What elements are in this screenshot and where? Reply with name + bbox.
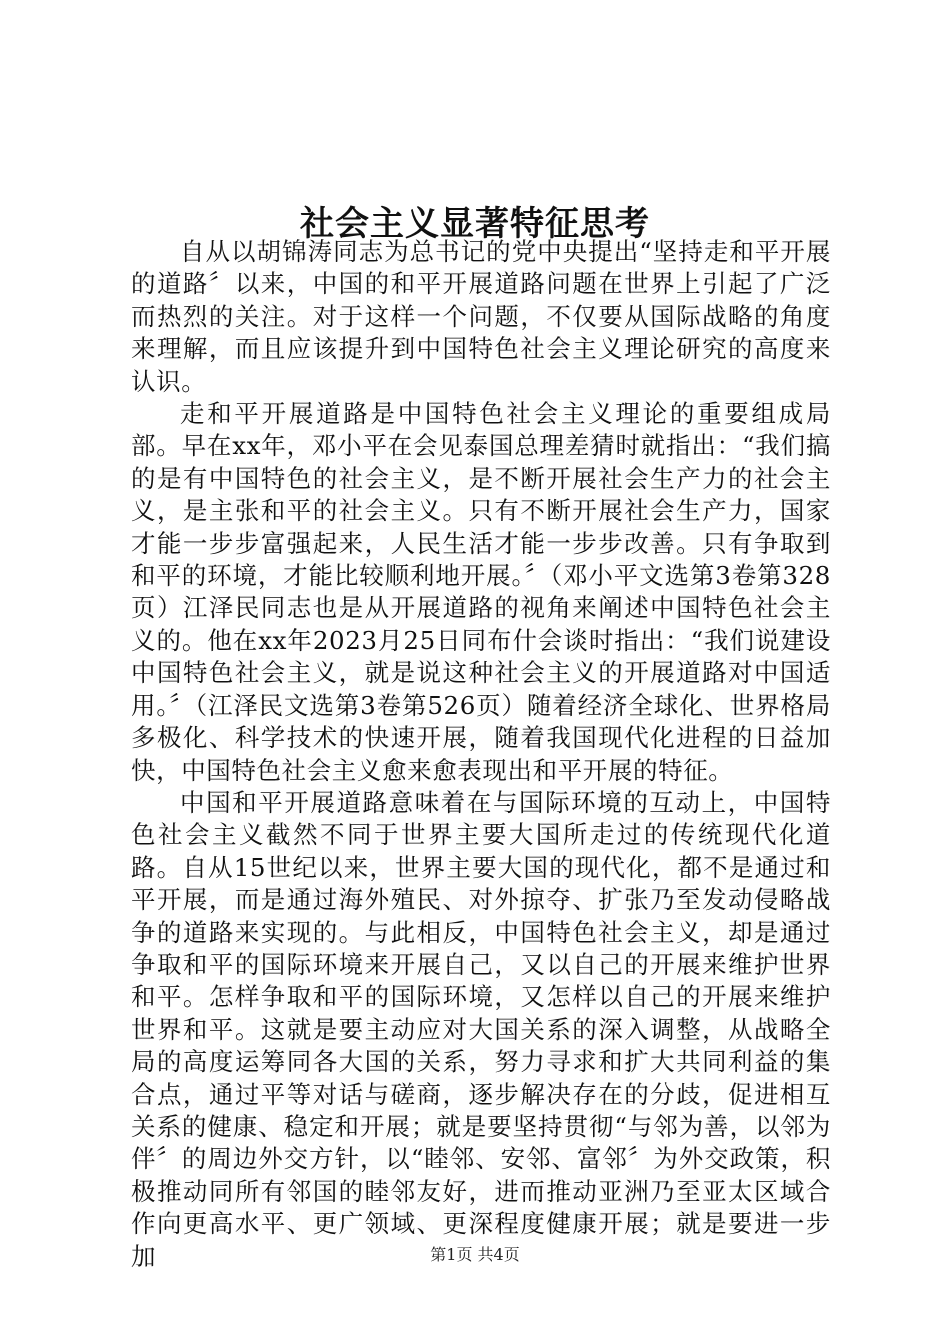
paragraph: 自从以胡锦涛同志为总书记的党中央提出“坚持走和平开展的道路〞以来，中国的和平开展道路问题在世界上引起了广泛而热烈的关注。对于这样一个问题，不仅要从国际战略的角度来理解，而且应该提升到中国特色社会主义理论研究的高度来认识。 bbox=[131, 237, 831, 396]
paragraph: 中国和平开展道路意味着在与国际环境的互动上，中国特色社会主义截然不同于世界主要大国所走过的传统现代化道路。自从15世纪以来，世界主要大国的现代化，都不是通过和平开展，而是通过海外殖民、对外掠夺、扩张乃至发动侵略战争的道路来实现的。与此相反，中国特色社会主义，却是通过争取和平的国际环境来开展自己，又以自己的开展来维护世界和平。怎样争取和平的国际环境，又怎样以自己的开展来维护世界和平。这就是要主动应对大国关系的深入调整，从战略全局的高度运筹同各大国的关系，努力寻求和扩大共同利益的集合点，通过平等对话与磋商，逐步解决存在的分歧，促进相互关系的健康、稳定和开展；就是要坚持贯彻“与邻为善，以邻为伴〞的周边外交方针，以“睦邻、安邻、富邻〞为外交政策，积极推动同所有邻国的睦邻友好，进而推动亚洲乃至亚太区域合作向更高水平、更广领域、更深程度健康开展；就是要进一步加 bbox=[131, 787, 831, 1271]
page-title: 社会主义显著特征思考 bbox=[300, 203, 650, 244]
paragraph: 走和平开展道路是中国特色社会主义理论的重要组成局部。早在xx年，邓小平在会见泰国总理差猜时就指出：“我们搞的是有中国特色的社会主义，是不断开展社会生产力的社会主义，是主张和平的社会主义。只有不断开展社会生产力，国家才能一步步富强起来，人民生活才能一步步改善。只有争取到和平的环境，才能比较顺利地开展。〞（邓小平文选第3卷第328页）江泽民同志也是从开展道路的视角来阐述中国特色社会主义的。他在xx年2023月25日同布什会谈时指出：“我们说建设中国特色社会主义，就是说这种社会主义的开展道路对中国适用。〞（江泽民文选第3卷第526页）随着经济全球化、世界格局多极化、科学技术的快速开展，随着我国现代化进程的日益加快，中国特色社会主义愈来愈表现出和平开展的特征。 bbox=[131, 399, 831, 785]
page-number-footer: 第1页 共4页 bbox=[430, 1245, 520, 1264]
article-body bbox=[131, 236, 831, 1273]
